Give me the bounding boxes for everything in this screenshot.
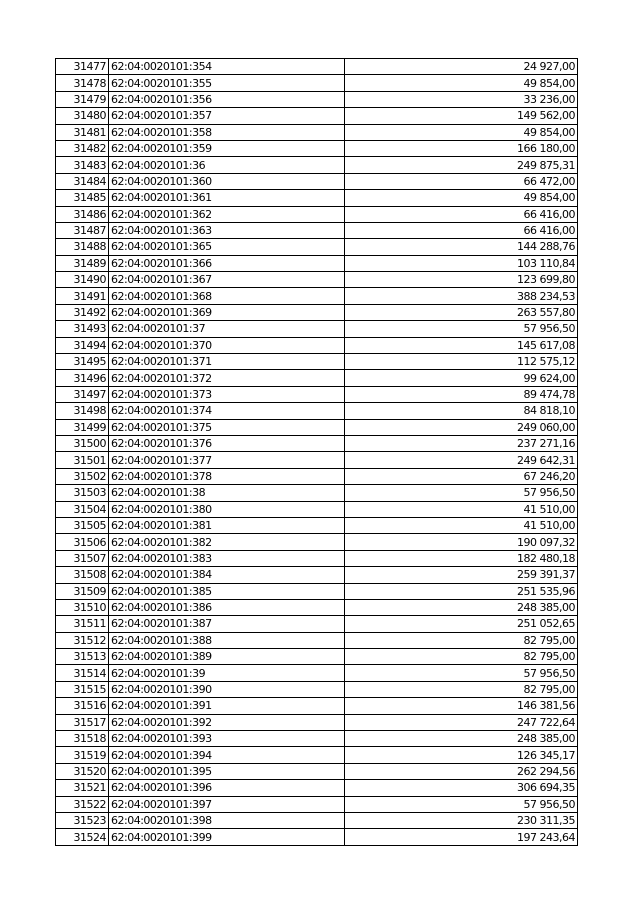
row-number-cell: 31517 [56,714,109,730]
value-cell: 33 236,00 [345,91,578,107]
row-number-cell: 31507 [56,550,109,566]
table-row [56,632,578,648]
cadastral-number-cell: 62:04:0020101:380 [109,501,345,517]
table-row [56,534,578,550]
value-cell: 249 642,31 [345,452,578,468]
value-cell: 182 480,18 [345,550,578,566]
row-number-cell: 31510 [56,599,109,615]
table-row [56,108,578,124]
row-number-cell: 31521 [56,780,109,796]
table-row [56,140,578,156]
row-number-cell: 31479 [56,91,109,107]
table-row [56,337,578,353]
table-row [56,321,578,337]
row-number-cell: 31509 [56,583,109,599]
row-number-cell: 31516 [56,698,109,714]
row-number-cell: 31497 [56,386,109,402]
cadastral-number-cell: 62:04:0020101:37 [109,321,345,337]
value-cell: 24 927,00 [345,59,578,75]
row-number-cell: 31486 [56,206,109,222]
value-cell: 237 271,16 [345,435,578,451]
row-number-cell: 31481 [56,124,109,140]
value-cell: 66 416,00 [345,206,578,222]
row-number-cell: 31485 [56,190,109,206]
row-number-cell: 31488 [56,239,109,255]
cadastral-number-cell: 62:04:0020101:387 [109,616,345,632]
value-cell: 67 246,20 [345,468,578,484]
row-number-cell: 31515 [56,681,109,697]
table-row [56,780,578,796]
value-cell: 230 311,35 [345,812,578,828]
cadastral-number-cell: 62:04:0020101:385 [109,583,345,599]
value-cell: 41 510,00 [345,501,578,517]
value-cell: 49 854,00 [345,190,578,206]
value-cell: 99 624,00 [345,370,578,386]
cadastral-number-cell: 62:04:0020101:356 [109,91,345,107]
cadastral-number-cell: 62:04:0020101:362 [109,206,345,222]
cadastral-number-cell: 62:04:0020101:361 [109,190,345,206]
row-number-cell: 31483 [56,157,109,173]
row-number-cell: 31502 [56,468,109,484]
table-row [56,255,578,271]
value-cell: 49 854,00 [345,124,578,140]
cadastral-number-cell: 62:04:0020101:39 [109,665,345,681]
table-row [56,75,578,91]
cadastral-number-cell: 62:04:0020101:389 [109,649,345,665]
table-row [56,485,578,501]
cadastral-number-cell: 62:04:0020101:382 [109,534,345,550]
row-number-cell: 31523 [56,812,109,828]
row-number-cell: 31491 [56,288,109,304]
row-number-cell: 31511 [56,616,109,632]
cadastral-number-cell: 62:04:0020101:381 [109,517,345,533]
cadastral-number-cell: 62:04:0020101:370 [109,337,345,353]
value-cell: 388 234,53 [345,288,578,304]
table-row [56,288,578,304]
table-row [56,649,578,665]
value-cell: 57 956,50 [345,485,578,501]
row-number-cell: 31480 [56,108,109,124]
table-row [56,386,578,402]
cadastral-number-cell: 62:04:0020101:376 [109,435,345,451]
table-row [56,731,578,747]
value-cell: 249 875,31 [345,157,578,173]
value-cell: 57 956,50 [345,665,578,681]
table-row [56,403,578,419]
row-number-cell: 31500 [56,435,109,451]
cadastral-number-cell: 62:04:0020101:354 [109,59,345,75]
value-cell: 126 345,17 [345,747,578,763]
cadastral-number-cell: 62:04:0020101:390 [109,681,345,697]
cadastral-number-cell: 62:04:0020101:384 [109,567,345,583]
value-cell: 89 474,78 [345,386,578,402]
cadastral-number-cell: 62:04:0020101:359 [109,140,345,156]
table-row [56,583,578,599]
cadastral-number-cell: 62:04:0020101:393 [109,731,345,747]
table-row [56,665,578,681]
table-row [56,222,578,238]
table-row [56,567,578,583]
value-cell: 247 722,64 [345,714,578,730]
row-number-cell: 31504 [56,501,109,517]
cadastral-number-cell: 62:04:0020101:357 [109,108,345,124]
value-cell: 144 288,76 [345,239,578,255]
cadastral-number-cell: 62:04:0020101:396 [109,780,345,796]
table-row [56,829,578,845]
value-cell: 251 052,65 [345,616,578,632]
value-cell: 82 795,00 [345,681,578,697]
table-row [56,812,578,828]
table-row [56,206,578,222]
value-cell: 82 795,00 [345,632,578,648]
value-cell: 57 956,50 [345,796,578,812]
table-row [56,599,578,615]
table-row [56,239,578,255]
table-row [56,714,578,730]
row-number-cell: 31490 [56,272,109,288]
value-cell: 166 180,00 [345,140,578,156]
cadastral-number-cell: 62:04:0020101:391 [109,698,345,714]
row-number-cell: 31492 [56,304,109,320]
value-cell: 248 385,00 [345,731,578,747]
cadastral-number-cell: 62:04:0020101:378 [109,468,345,484]
row-number-cell: 31487 [56,222,109,238]
row-number-cell: 31508 [56,567,109,583]
table-row [56,190,578,206]
table-row [56,173,578,189]
cadastral-number-cell: 62:04:0020101:366 [109,255,345,271]
cadastral-number-cell: 62:04:0020101:375 [109,419,345,435]
cadastral-number-cell: 62:04:0020101:392 [109,714,345,730]
cadastral-number-cell: 62:04:0020101:399 [109,829,345,845]
table-row [56,747,578,763]
cadastral-number-cell: 62:04:0020101:377 [109,452,345,468]
table-row [56,157,578,173]
cadastral-number-cell: 62:04:0020101:374 [109,403,345,419]
cadastral-number-cell: 62:04:0020101:397 [109,796,345,812]
row-number-cell: 31512 [56,632,109,648]
row-number-cell: 31493 [56,321,109,337]
row-number-cell: 31482 [56,140,109,156]
row-number-cell: 31518 [56,731,109,747]
cadastral-number-cell: 62:04:0020101:363 [109,222,345,238]
cadastral-value-table [55,58,578,846]
value-cell: 306 694,35 [345,780,578,796]
row-number-cell: 31503 [56,485,109,501]
table-row [56,419,578,435]
value-cell: 190 097,32 [345,534,578,550]
cadastral-number-cell: 62:04:0020101:395 [109,763,345,779]
cadastral-number-cell: 62:04:0020101:368 [109,288,345,304]
value-cell: 146 381,56 [345,698,578,714]
row-number-cell: 31496 [56,370,109,386]
table-body [56,59,578,846]
table-row [56,468,578,484]
row-number-cell: 31489 [56,255,109,271]
value-cell: 197 243,64 [345,829,578,845]
table-row [56,550,578,566]
value-cell: 149 562,00 [345,108,578,124]
table-row [56,370,578,386]
row-number-cell: 31522 [56,796,109,812]
table-row [56,501,578,517]
table-row [56,763,578,779]
cadastral-number-cell: 62:04:0020101:365 [109,239,345,255]
value-cell: 82 795,00 [345,649,578,665]
cadastral-number-cell: 62:04:0020101:388 [109,632,345,648]
row-number-cell: 31519 [56,747,109,763]
cadastral-number-cell: 62:04:0020101:373 [109,386,345,402]
row-number-cell: 31494 [56,337,109,353]
row-number-cell: 31513 [56,649,109,665]
table-row [56,59,578,75]
cadastral-number-cell: 62:04:0020101:355 [109,75,345,91]
table-row [56,698,578,714]
cadastral-number-cell: 62:04:0020101:383 [109,550,345,566]
row-number-cell: 31498 [56,403,109,419]
cadastral-number-cell: 62:04:0020101:372 [109,370,345,386]
table-row [56,304,578,320]
row-number-cell: 31520 [56,763,109,779]
row-number-cell: 31478 [56,75,109,91]
cadastral-number-cell: 62:04:0020101:371 [109,354,345,370]
value-cell: 112 575,12 [345,354,578,370]
value-cell: 259 391,37 [345,567,578,583]
table-row [56,91,578,107]
table-row [56,517,578,533]
table-row [56,124,578,140]
table-row [56,616,578,632]
value-cell: 251 535,96 [345,583,578,599]
cadastral-number-cell: 62:04:0020101:369 [109,304,345,320]
table-row [56,272,578,288]
value-cell: 248 385,00 [345,599,578,615]
value-cell: 41 510,00 [345,517,578,533]
value-cell: 262 294,56 [345,763,578,779]
row-number-cell: 31514 [56,665,109,681]
cadastral-number-cell: 62:04:0020101:386 [109,599,345,615]
row-number-cell: 31506 [56,534,109,550]
row-number-cell: 31484 [56,173,109,189]
value-cell: 84 818,10 [345,403,578,419]
value-cell: 263 557,80 [345,304,578,320]
value-cell: 66 416,00 [345,222,578,238]
row-number-cell: 31524 [56,829,109,845]
value-cell: 249 060,00 [345,419,578,435]
table-row [56,681,578,697]
value-cell: 145 617,08 [345,337,578,353]
row-number-cell: 31495 [56,354,109,370]
cadastral-number-cell: 62:04:0020101:38 [109,485,345,501]
cadastral-number-cell: 62:04:0020101:36 [109,157,345,173]
row-number-cell: 31499 [56,419,109,435]
table-row [56,452,578,468]
table-row [56,435,578,451]
cadastral-number-cell: 62:04:0020101:394 [109,747,345,763]
value-cell: 57 956,50 [345,321,578,337]
value-cell: 123 699,80 [345,272,578,288]
cadastral-number-cell: 62:04:0020101:367 [109,272,345,288]
table-row [56,354,578,370]
cadastral-number-cell: 62:04:0020101:398 [109,812,345,828]
value-cell: 66 472,00 [345,173,578,189]
cadastral-number-cell: 62:04:0020101:358 [109,124,345,140]
row-number-cell: 31505 [56,517,109,533]
row-number-cell: 31477 [56,59,109,75]
value-cell: 49 854,00 [345,75,578,91]
table-row [56,796,578,812]
cadastral-number-cell: 62:04:0020101:360 [109,173,345,189]
row-number-cell: 31501 [56,452,109,468]
value-cell: 103 110,84 [345,255,578,271]
